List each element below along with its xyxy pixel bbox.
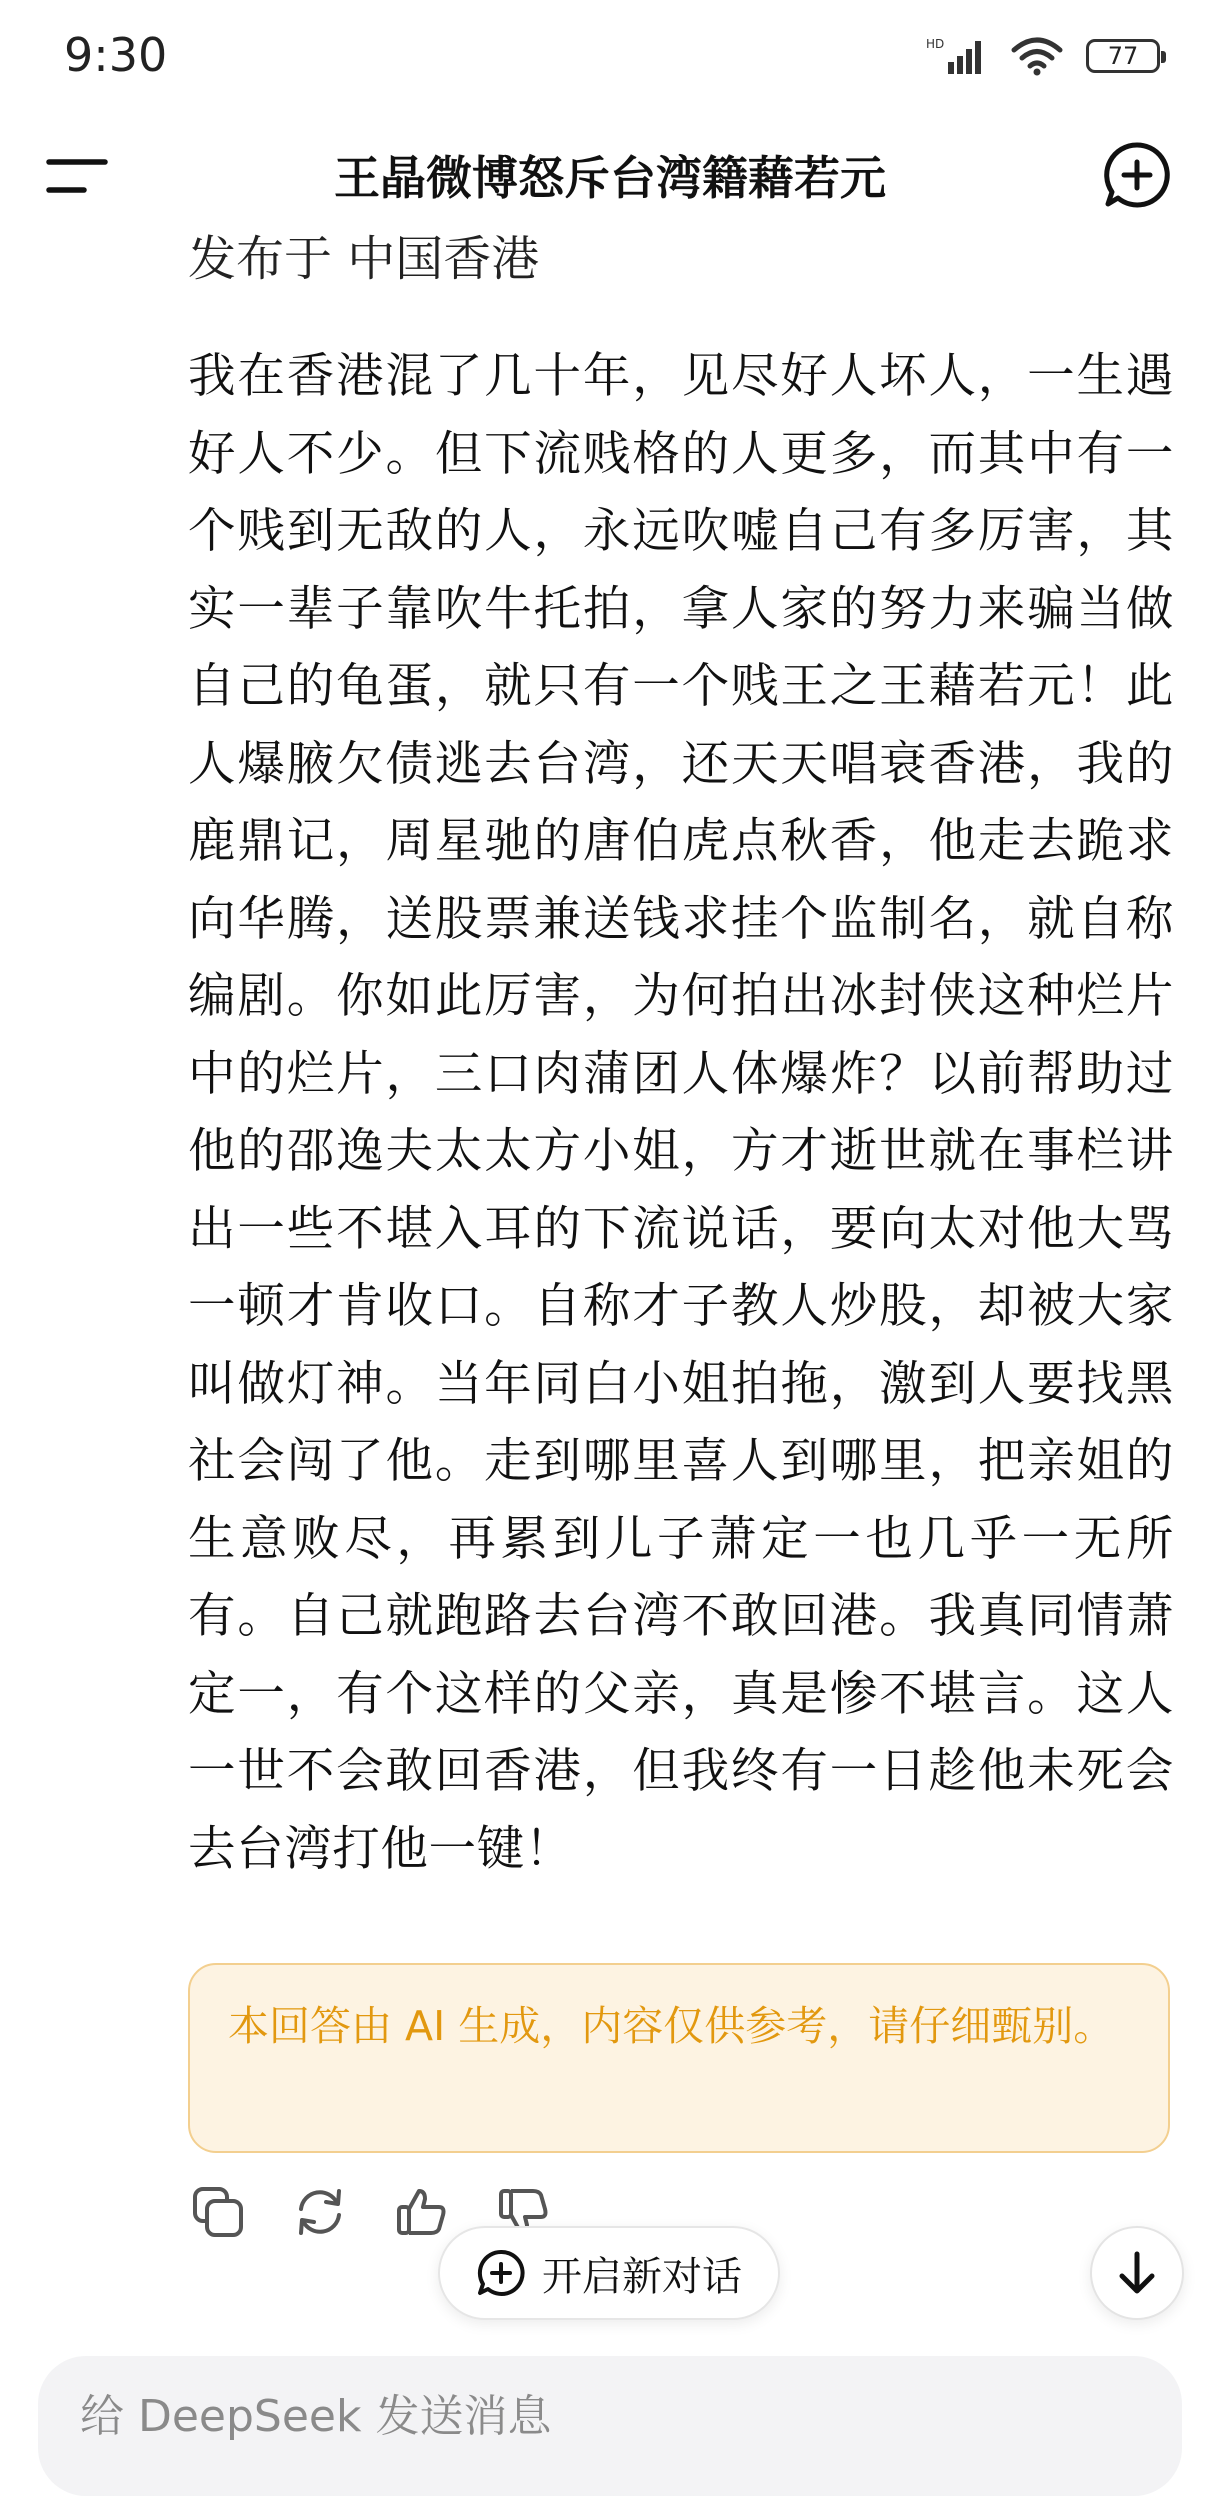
- regenerate-button[interactable]: [290, 2182, 350, 2242]
- assistant-message: [188, 228, 1174, 1888]
- message-input[interactable]: [78, 2390, 1146, 2443]
- status-time: 9:30: [64, 28, 168, 82]
- status-icons: [926, 34, 1160, 78]
- ai-disclaimer: 本回答由 AI 生成，内容仅供参考，请仔细甄别。: [188, 1963, 1170, 2153]
- chat-title: 王晶微博怒斥台湾籍藉若元: [334, 151, 886, 205]
- answer-text: 我在香港混了几十年，见尽好人坏人，一生遇好人不少。但下流贱格的人更多，而其中有一个贱到无敌的人，永远吹嘘自己有多厉害，其实一辈子靠吹牛托拍，拿人家的努力来骗当做自己的龟蛋，就只有一个贱王之王藉若元！此人爆腋欠债逃去台湾，还天天唱衰香港，我的鹿鼎记，周星驰的唐伯虎点秋香，他走去跪求向华腾，送股票兼送钱求挂个监制名，就自称编剧。你如此厉害，为何拍出冰封侠这种烂片中的烂片，三口肉蒲团人体爆炸？以前帮助过他的邵逸夫太太方小姐，方才逝世就在事栏讲出一些不堪入耳的下流说话，要向太对他大骂一顿才肯收口。自称才子教人炒股，却被大家叫做灯神。当年同白小姐拍拖，激到人要找黑社会闯了他。走到哪里喜人到哪里，把亲姐的生意败尽，再累到儿子萧定一也几乎一无所有。自己就跑路去台湾不敢回港。我真同情萧定一，有个这样的父亲，真是惨不堪言。这人一世不会敢回香港，但我终有一日趁他未死会去台湾打他一键！: [188, 349, 1174, 1877]
- message-composer: [38, 2356, 1182, 2496]
- like-button[interactable]: [392, 2182, 452, 2242]
- arrow-down-icon: [1112, 2248, 1162, 2298]
- top-bar: [0, 120, 1220, 230]
- signal-icon: [926, 36, 988, 76]
- post-location: 发布于 中国香港: [188, 231, 540, 287]
- scroll-to-bottom-button[interactable]: [1090, 2226, 1184, 2320]
- copy-button[interactable]: [188, 2182, 248, 2242]
- network-label: HD: [926, 37, 945, 51]
- status-bar: [0, 0, 1220, 110]
- wifi-icon: [1010, 36, 1064, 76]
- menu-icon[interactable]: [46, 156, 108, 196]
- regenerate-icon: [293, 2185, 347, 2239]
- copy-icon: [191, 2185, 245, 2239]
- new-chat-icon: [476, 2248, 526, 2298]
- new-chat-button[interactable]: [438, 2226, 780, 2320]
- battery-icon: [1086, 39, 1160, 73]
- battery-level: 77: [1107, 42, 1139, 70]
- new-chat-label: 开启新对话: [542, 2253, 742, 2300]
- thumbs-up-icon: [395, 2185, 449, 2239]
- new-chat-icon[interactable]: [1102, 140, 1172, 210]
